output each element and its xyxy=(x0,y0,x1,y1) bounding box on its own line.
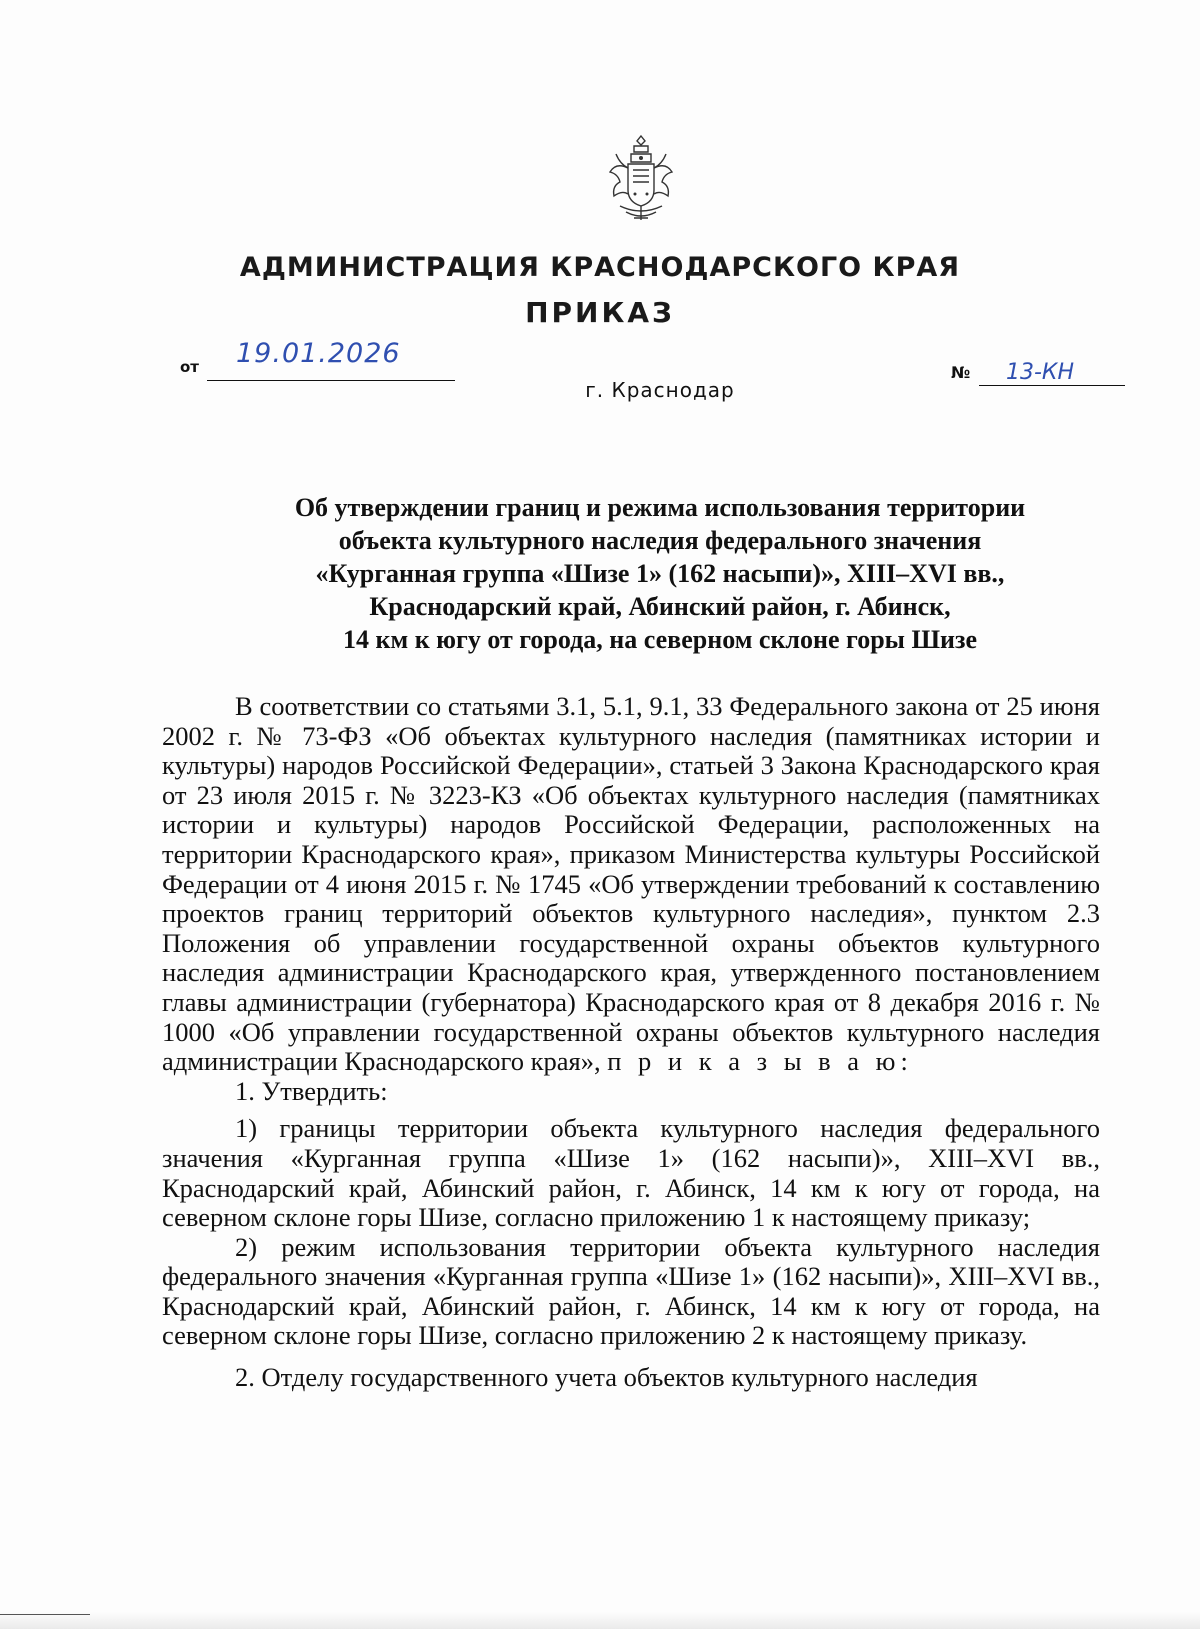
number-underline xyxy=(979,385,1125,386)
item-1-1: 1) границы территории объекта культурного наследия федерального значения «Курганная группа «Шизе 1» (162 насыпи)», XIII–XVI вв., Краснодарский край, Абинский район, г. Абинск, 14 км к югу от города, на северном склоне горы Шизе, согласно приложению 1 к настоящему приказу; xyxy=(162,1113,1100,1233)
scan-mark xyxy=(0,1614,90,1615)
date-value-handwritten: 19.01.2026 xyxy=(236,338,401,369)
item-1: 1. Утвердить: xyxy=(235,1075,388,1106)
preamble-text: В соответствии со статьями 3.1, 5.1, 9.1, 33 Федерального закона от 25 июня 2002 г. № 73-ФЗ «Об объектах культурного наследия (памятниках истории и культуры) народов Российской Федерации», статьей 3 Закона Краснодарского края от 23 июля 2015 г. № 3223-КЗ «Об объектах культурного наследия (памятниках истории и культуры) народов Российской Федерации, расположенных на территории Краснодарского края», приказом Министерства культуры Российской Федерации от 4 июня 2015 г. № 1745 «Об утверждении требований к составлению проектов границ территорий объектов культурного наследия», пунктом 2.3 Положения об управлении государственной охраны объектов культурного наследия администрации Краснодарского края, утвержденного постановлением главы администрации (губернатора) Краснодарского края от 8 декабря 2016 г. № 1000 «Об управлении государственной охраны объектов культурного наследия администрации Краснодарского края», xyxy=(162,691,1100,1077)
order-word: п р и к а з ы в а ю: xyxy=(607,1046,913,1077)
document-body xyxy=(162,692,1100,1393)
organization-name: АДМИНИСТРАЦИЯ КРАСНОДАРСКОГО КРАЯ xyxy=(239,252,961,283)
document-title xyxy=(160,491,1160,656)
title-line: 14 км к югу от города, на северном склоне горы Шизе xyxy=(343,625,977,654)
city: г. Краснодар xyxy=(585,378,735,402)
item-2: 2. Отделу государственного учета объектов культурного наследия xyxy=(235,1362,978,1393)
title-line: Об утверждении границ и режима использования территории xyxy=(294,493,1026,522)
date-label: от xyxy=(180,358,199,376)
number-label: № xyxy=(951,363,971,382)
number-value-handwritten: 13-КН xyxy=(1006,360,1075,385)
title-line: «Курганная группа «Шизе 1» (162 насыпи)», XIII–XVI вв., xyxy=(315,559,1005,588)
title-line: Краснодарский край, Абинский район, г. Абинск, xyxy=(369,592,951,621)
document-type: ПРИКАЗ xyxy=(525,296,675,329)
scan-bottom-edge xyxy=(0,1612,1200,1629)
coat-of-arms-icon xyxy=(606,134,676,226)
item-1-2: 2) режим использования территории объекта культурного наследия федерального значения «Курганная группа «Шизе 1» (162 насыпи)», XIII–XVI вв., Краснодарский край, Абинский район, г. Абинск, 14 км к югу от города, на северном склоне горы Шизе, согласно приложению 2 к настоящему приказу. xyxy=(162,1231,1100,1351)
preamble-paragraph xyxy=(162,692,1100,1077)
title-line: объекта культурного наследия федерального значения xyxy=(338,526,982,555)
